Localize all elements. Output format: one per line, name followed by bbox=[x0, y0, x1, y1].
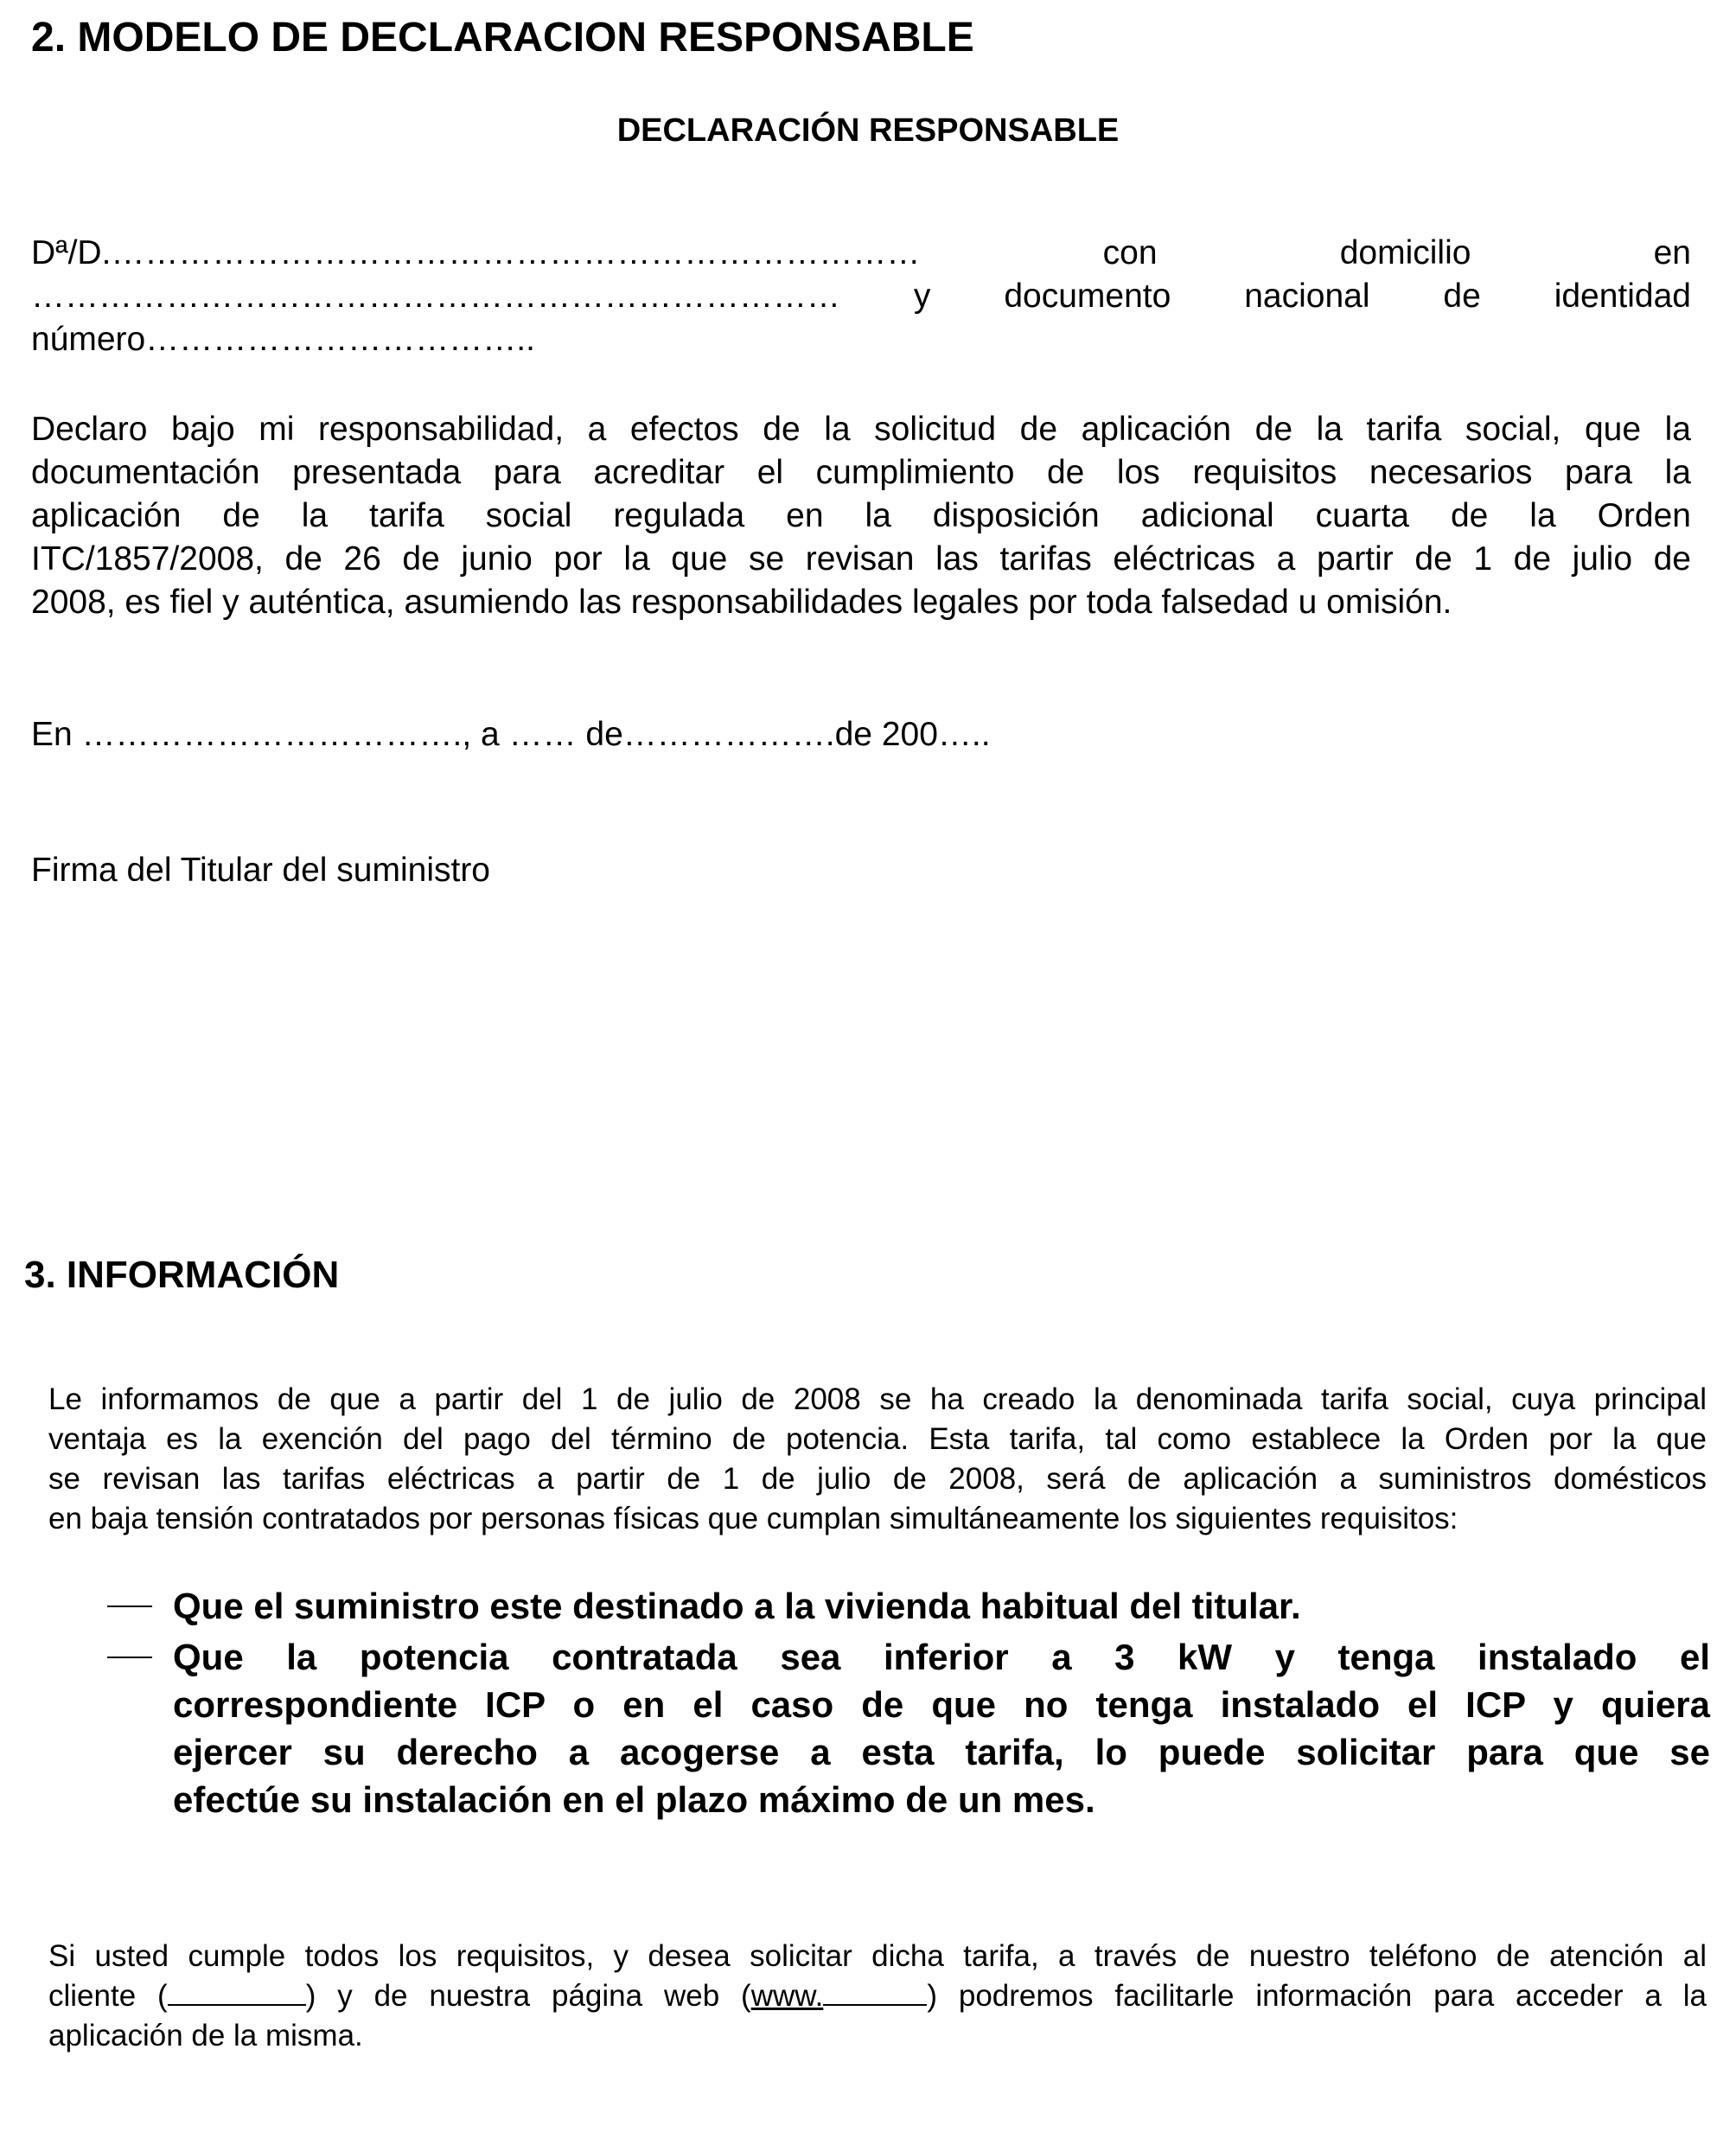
closing-text: cliente ( bbox=[48, 1979, 168, 2013]
closing-line-contact bbox=[48, 1976, 1707, 2016]
requirements-list bbox=[107, 1582, 1710, 1823]
section-3-heading: 3. INFORMACIÓN bbox=[24, 1254, 340, 1296]
information-line: Le informamos de que a partir del 1 de julio de 2008 se ha creado la denominada tarifa social, cuya principal bbox=[48, 1382, 1707, 1416]
information-line: en baja tensión contratados por personas físicas que cumplan simultáneamente los siguientes requisitos: bbox=[48, 1502, 1458, 1535]
requirement-line: efectúe su instalación en el plazo máximo de un mes. bbox=[173, 1779, 1095, 1820]
requirement-line: Que la potencia contratada sea inferior a 3 kW y tenga instalado el bbox=[173, 1637, 1710, 1677]
requirement-line: ejercer su derecho a acogerse a esta tarifa, lo puede solicitar para que se bbox=[173, 1732, 1710, 1772]
identity-line-number: número…………………………….. bbox=[31, 321, 535, 358]
dash-bullet-icon bbox=[107, 1657, 152, 1658]
declaration-line: ITC/1857/2008, de 26 de junio por la que se revisan las tarifas eléctricas a partir de 1 de julio de bbox=[31, 540, 1691, 578]
website-url-prefix: www. bbox=[750, 1979, 824, 2013]
declaration-line: 2008, es fiel y auténtica, asumiendo las responsabilidades legales por toda falsedad u omisión. bbox=[31, 584, 1452, 621]
requirement-line: Que el suministro este destinado a la vivienda habitual del titular. bbox=[173, 1586, 1301, 1626]
information-paragraph bbox=[48, 1380, 1707, 1539]
requirement-item bbox=[107, 1633, 1710, 1823]
phone-blank-field bbox=[168, 1980, 306, 2006]
closing-text: ) y de nuestra página web ( bbox=[305, 1979, 751, 2013]
declaration-line: aplicación de la tarifa social regulada en la disposición adicional cuarta de la Orden bbox=[31, 497, 1691, 534]
declaration-title: DECLARACIÓN RESPONSABLE bbox=[616, 112, 1120, 149]
requirement-item bbox=[107, 1582, 1710, 1630]
requirement-line: correspondiente ICP o en el caso de que no tenga instalado el ICP y quiera bbox=[173, 1684, 1710, 1725]
place-date-line: En ……………………………., a …… de……………….de 200….. bbox=[31, 716, 991, 753]
declaration-line: Declaro bajo mi responsabilidad, a efectos de la solicitud de aplicación de la tarifa social, que la bbox=[31, 411, 1691, 448]
dash-bullet-icon bbox=[107, 1606, 152, 1607]
closing-line: aplicación de la misma. bbox=[48, 2019, 363, 2052]
signature-label: Firma del Titular del suministro bbox=[31, 852, 490, 889]
declaration-line: documentación presentada para acreditar el cumplimiento de los requisitos necesarios para la bbox=[31, 454, 1691, 491]
declaration-paragraph bbox=[31, 408, 1691, 624]
information-line: se revisan las tarifas eléctricas a partir de 1 de julio de 2008, será de aplicación a suministros domésticos bbox=[48, 1462, 1707, 1496]
identity-line-dni: ……………………………………………………………… y documento nacional de identidad bbox=[31, 278, 1691, 315]
website-blank-field bbox=[823, 1980, 927, 2006]
information-line: ventaja es la exención del pago del término de potencia. Esta tarifa, tal como establece la Orden por la que bbox=[48, 1422, 1707, 1456]
closing-line: Si usted cumple todos los requisitos, y desea solicitar dicha tarifa, a través de nuestro teléfono de atención al bbox=[48, 1939, 1707, 1973]
identity-line-name: Dª/D.……………………………………………………………… con domicilio en bbox=[31, 234, 1691, 271]
closing-paragraph bbox=[48, 1937, 1707, 2056]
closing-text: ) podremos facilitarle información para acceder a la bbox=[927, 1979, 1707, 2013]
section-2-heading: 2. MODELO DE DECLARACION RESPONSABLE bbox=[31, 15, 974, 61]
